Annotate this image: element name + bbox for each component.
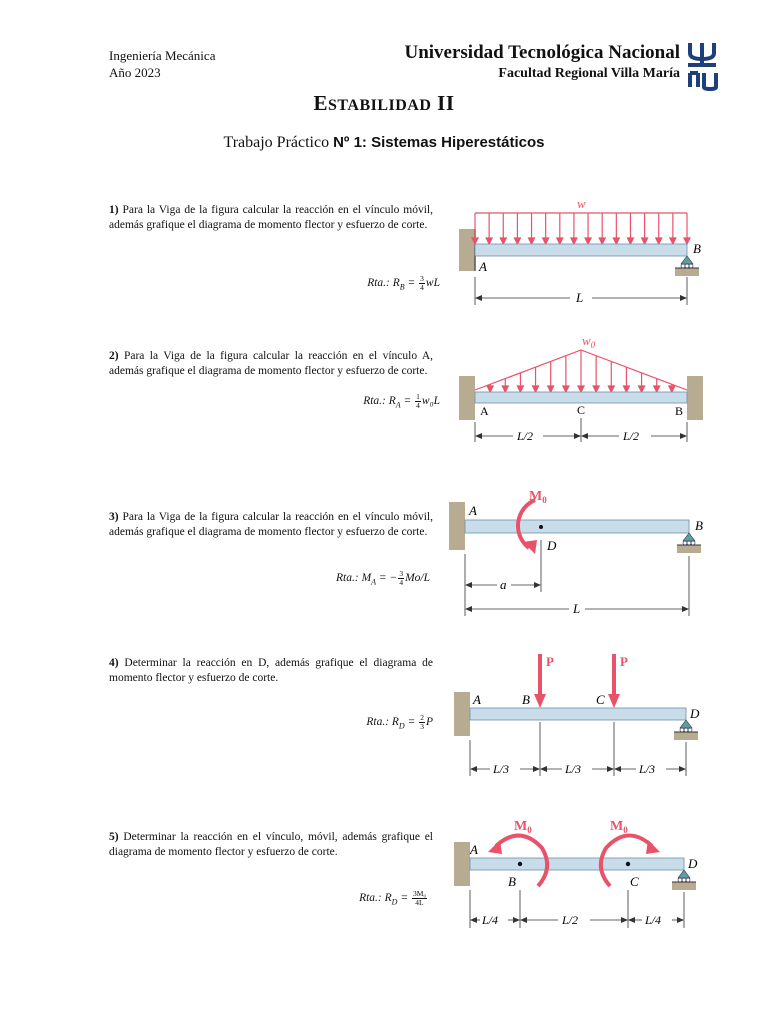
- point-d-label: D: [688, 856, 698, 871]
- problem-4-text: 4) Determinar la reacción en D, además grafique el diagrama de momento flector y esfuerzo de corte.: [109, 657, 433, 684]
- point-a-label: A: [473, 692, 481, 707]
- point-a-label: A: [480, 404, 489, 418]
- moment-label: $M_0$: [529, 489, 547, 505]
- point-c-label: C: [630, 874, 639, 889]
- triangular-load-arrows: [487, 350, 675, 392]
- roller-support: [672, 870, 696, 890]
- distributed-load-arrows: [472, 213, 690, 244]
- moment-2-label: $M_0$: [610, 819, 628, 835]
- roller-support: [674, 720, 698, 740]
- university-header: [404, 42, 680, 83]
- point-load-2-arrow-icon: [608, 654, 620, 708]
- problem-3-text: 3) Para la Viga de la figura calcular la reacción en el vínculo móvil, además grafique el diagrama de momento flector y esfuerzo de corte.: [109, 511, 433, 538]
- segment-1-label: L/2: [517, 429, 534, 443]
- problem-3-answer: Rta.: $M_A$ = − $\frac{3}{4}$ Mo/L: [336, 569, 430, 587]
- beam: [475, 244, 687, 256]
- point-b-label: B: [522, 692, 530, 707]
- point-c-label: C: [577, 403, 586, 417]
- problem-3-figure: [445, 480, 715, 620]
- problem-4-answer: Rta.: $R_D$ = $\frac{2}{3}$ P: [366, 713, 433, 731]
- point-d-label: D: [690, 706, 700, 721]
- course-header: [109, 47, 215, 81]
- load-label: w: [577, 196, 586, 211]
- problem-2-answer: Rta.: $R_A$ = $\frac{1}{4}$ w₀L: [363, 392, 440, 410]
- problem-4-figure: [450, 648, 715, 778]
- point-b-label: B: [508, 874, 516, 889]
- faculty-name: Facultad Regional Villa María: [498, 66, 680, 81]
- beam: [465, 520, 689, 533]
- load-2-label: P: [620, 654, 628, 669]
- load-1-label: P: [546, 654, 554, 669]
- point-a-label: A: [479, 259, 487, 274]
- segment-1-label: L/3: [493, 762, 510, 776]
- roller-support: [677, 533, 701, 553]
- course-name: Ingeniería Mecánica: [109, 48, 216, 63]
- utn-logo-icon: [684, 41, 720, 91]
- point-b-label: B: [675, 404, 684, 418]
- dim-a-label: a: [500, 577, 507, 592]
- fixed-wall: [459, 229, 475, 271]
- dim-l-label: L: [573, 601, 581, 616]
- problem-5-figure: [450, 812, 715, 934]
- segment-1-label: L/4: [482, 913, 499, 927]
- point-c-label: C: [596, 692, 605, 707]
- moment-point: [539, 525, 543, 529]
- segment-3-label: L/3: [639, 762, 656, 776]
- roller-support: [675, 256, 699, 276]
- document-subtitle: Trabajo Práctico Nº 1: Sistemas Hiperestáticos: [223, 134, 545, 151]
- problem-5-text: 5) Determinar la reacción en el vínculo, móvil, además grafique el diagrama de momento flector y esfuerzo de corte.: [109, 831, 433, 858]
- span-label: L: [576, 290, 584, 305]
- document-title: ESTABILIDAD II: [313, 91, 455, 115]
- moment-1-label: $M_0$: [514, 819, 532, 835]
- load-label: $w_0$: [582, 333, 596, 350]
- point-b-label: B: [693, 241, 701, 256]
- problem-1-figure: [455, 195, 715, 310]
- point-d-label: D: [547, 538, 557, 553]
- course-year: Año 2023: [109, 65, 161, 80]
- point-b-label: B: [695, 518, 703, 533]
- point-load-1-arrow-icon: [534, 654, 546, 708]
- problem-5-answer: Rta.: $R_D$ = $\frac{\text{3M₀}}{4L}$: [359, 889, 426, 907]
- problem-1-answer: Rta.: $R_B$ = $\frac{3}{4}$ wL: [367, 274, 440, 292]
- point-a-label: A: [469, 503, 477, 518]
- beam: [470, 858, 684, 870]
- problem-2-figure: [455, 330, 715, 450]
- problem-1-text: 1) Para la Viga de la figura calcular la reacción en el vínculo móvil, además grafique el diagrama de momento flector y esfuerzo de corte.: [109, 204, 433, 231]
- segment-3-label: L/4: [645, 913, 662, 927]
- segment-2-label: L/2: [623, 429, 640, 443]
- segment-2-label: L/2: [562, 913, 579, 927]
- point-a-label: A: [470, 842, 478, 857]
- university-name: Universidad Tecnológica Nacional: [404, 42, 680, 63]
- beam: [475, 392, 687, 403]
- problem-2-text: 2) Para la Viga de la figura calcular la reacción en el vínculo A, además grafique el diagrama de momento flector y esfuerzo de corte.: [109, 350, 433, 377]
- segment-2-label: L/3: [565, 762, 582, 776]
- beam: [470, 708, 686, 720]
